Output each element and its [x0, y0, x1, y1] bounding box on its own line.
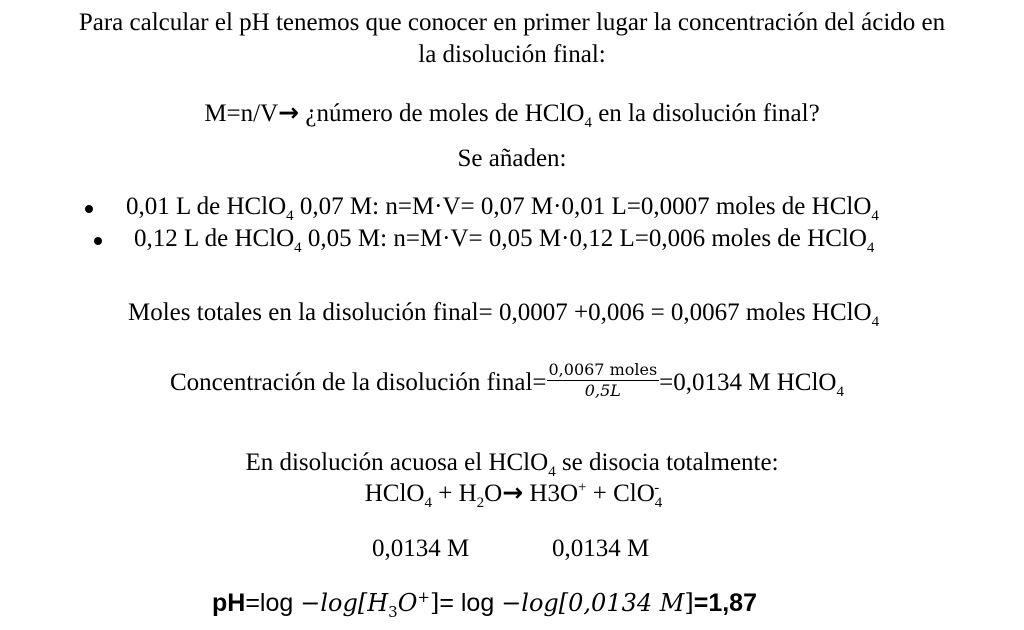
concentration-value-2: 0,0134 M: [552, 535, 650, 562]
dissociation-reaction: HClO$_4$ + $H_2O\to H3O^+ + ClO_4^-$: [364, 478, 663, 511]
added-label: Se añaden:: [457, 145, 567, 172]
arrow-icon: →: [278, 98, 300, 127]
bullet-dot-icon: [94, 237, 102, 245]
molarity-line: M=n/V→ ¿número de moles de HClO$_4$ en la disolución final?: [204, 98, 820, 131]
bullet-dot-icon: [85, 205, 93, 213]
intro-line-1: Para calcular el pH tenemos que conocer en primer lugar la concentración del ácido en: [78, 9, 946, 36]
total-moles-line: Moles totales en la disolución final= 0,0007 +0,006 = 0,0067 moles HClO$_4$: [128, 299, 880, 330]
dissociation-text: En disolución acuosa el HClO$_4$ se disocia totalmente:: [245, 449, 779, 480]
concentration-line: Concentración de la disolución final= $\frac{\text{0,0067 moles}}{0,5L}$ =0,0134 M HClO$_4$: [170, 360, 844, 401]
arrow-icon: →: [502, 478, 524, 507]
list-item: 0,01 L de HClO$_4$ 0,07 M: n=M·V= 0,07 M·0,01 L=0,0007 moles de HClO$_4$: [126, 193, 879, 224]
ph-equation: $pH=\log -\log[H_3O^+]= \log -\log[0,0134$ M]=1,87: [212, 588, 757, 621]
intro-line-2: la disolución final:: [418, 41, 606, 68]
list-item: 0,12 L de HClO$_4$ 0,05 M: n=M·V= 0,05 M·0,12 L=0,006 moles de HClO$_4$: [134, 225, 875, 256]
concentration-fraction: $\frac{\text{0,0067 moles}}{0,5L}$: [548, 360, 658, 400]
concentration-value-1: 0,0134 M: [372, 535, 470, 562]
